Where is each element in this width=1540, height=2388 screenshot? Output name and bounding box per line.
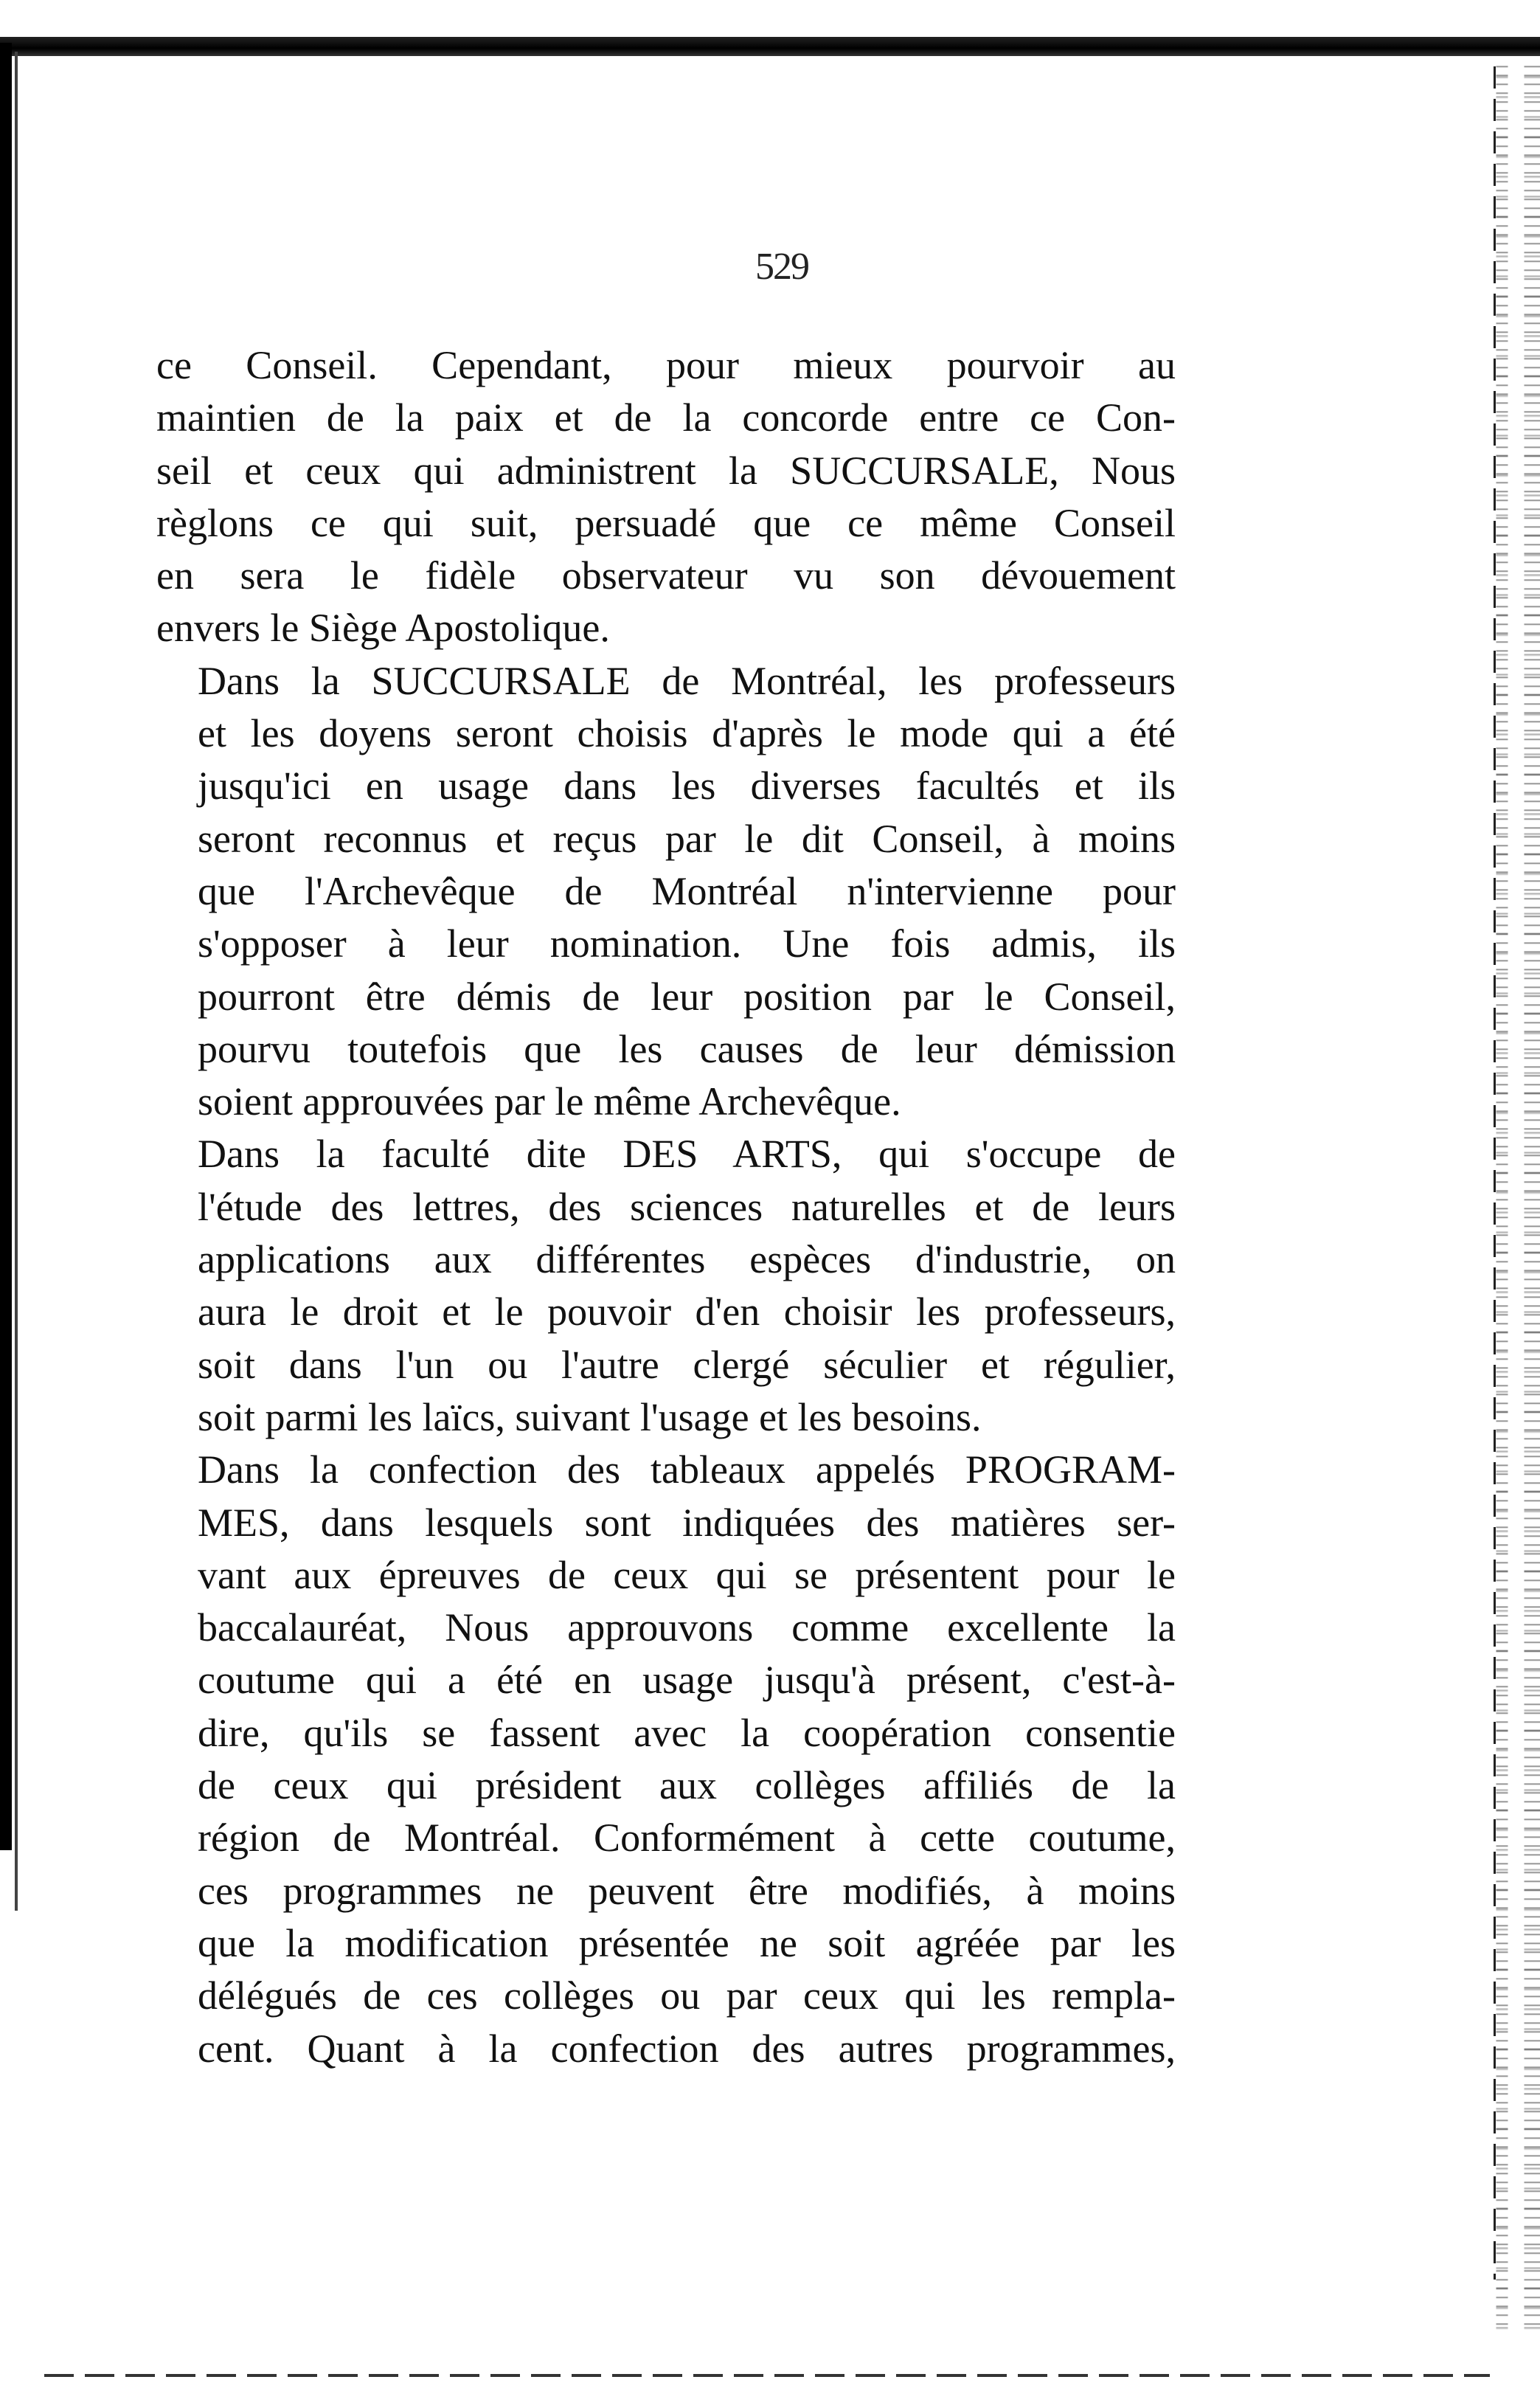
text-line: de ceux qui président aux collèges affiliés de la	[198, 1763, 1176, 1808]
text-line: s'opposer à leur nomination. Une fois admis, ils	[198, 921, 1176, 966]
paragraph	[156, 1128, 1176, 1444]
text-line: Dans la confection des tableaux appelés PROGRAM-	[198, 1447, 1176, 1492]
text-line: seil et ceux qui administrent la SUCCURSALE, Nous	[156, 448, 1176, 493]
text-line: ces programmes ne peuvent être modifiés, à moins	[198, 1868, 1176, 1913]
scan-right-edge-noise	[1466, 59, 1540, 2331]
paragraph	[156, 655, 1176, 1129]
text-line: coutume qui a été en usage jusqu'à présent, c'est-à-	[198, 1658, 1176, 1703]
text-line: applications aux différentes espèces d'industrie, on	[198, 1237, 1176, 1282]
text-line: soient approuvées par le même Archevêque.	[198, 1079, 901, 1124]
text-line: ce Conseil. Cependant, pour mieux pourvoir au	[156, 343, 1176, 387]
text-line: que la modification présentée ne soit agréée par les	[198, 1920, 1176, 1965]
text-line: seront reconnus et reçus par le dit Conseil, à moins	[198, 816, 1176, 861]
text-line: aura le droit et le pouvoir d'en choisir les professeurs,	[198, 1290, 1176, 1335]
text-line: en sera le fidèle observateur vu son dévouement	[156, 553, 1176, 598]
scan-left-edge-line	[15, 52, 18, 1911]
text-line: l'étude des lettres, des sciences naturelles et de leurs	[198, 1184, 1176, 1229]
text-line: jusqu'ici en usage dans les diverses facultés et ils	[198, 764, 1176, 809]
text-line: que l'Archevêque de Montréal n'intervienne pour	[198, 868, 1176, 913]
text-line: vant aux épreuves de ceux qui se présentent pour le	[198, 1552, 1176, 1597]
text-line: règlons ce qui suit, persuadé que ce même Conseil	[156, 500, 1176, 545]
text-line: pourront être démis de leur position par le Conseil,	[198, 974, 1176, 1019]
page-number: 529	[755, 246, 808, 288]
scan-right-edge-line	[1494, 66, 1496, 2280]
paragraph	[156, 1444, 1176, 2075]
scan-left-edge	[0, 43, 12, 1850]
text-line: maintien de la paix et de la concorde entre ce Con-	[156, 395, 1176, 440]
scan-top-border	[0, 37, 1540, 56]
scan-bottom-border	[44, 2374, 1490, 2377]
text-line: Dans la SUCCURSALE de Montréal, les professeurs	[198, 658, 1176, 703]
text-line: délégués de ces collèges ou par ceux qui les rempla-	[198, 1973, 1176, 2018]
page-body	[156, 339, 1176, 2075]
text-line: région de Montréal. Conformément à cette coutume,	[198, 1816, 1176, 1861]
text-line: MES, dans lesquels sont indiquées des matières ser-	[198, 1500, 1176, 1545]
text-line: pourvu toutefois que les causes de leur démission	[198, 1026, 1176, 1071]
text-line: cent. Quant à la confection des autres programmes,	[198, 2026, 1176, 2071]
text-line: et les doyens seront choisis d'après le mode qui a été	[198, 711, 1176, 756]
text-line: soit parmi les laïcs, suivant l'usage et les besoins.	[198, 1394, 982, 1439]
text-line: soit dans l'un ou l'autre clergé séculier et régulier,	[198, 1342, 1176, 1387]
text-line: baccalauréat, Nous approuvons comme excellente la	[198, 1605, 1176, 1650]
text-line: envers le Siège Apostolique.	[156, 606, 610, 651]
paragraph	[156, 339, 1176, 655]
text-line: Dans la faculté dite DES ARTS, qui s'occupe de	[198, 1132, 1176, 1177]
text-line: dire, qu'ils se fassent avec la coopération consentie	[198, 1710, 1176, 1755]
